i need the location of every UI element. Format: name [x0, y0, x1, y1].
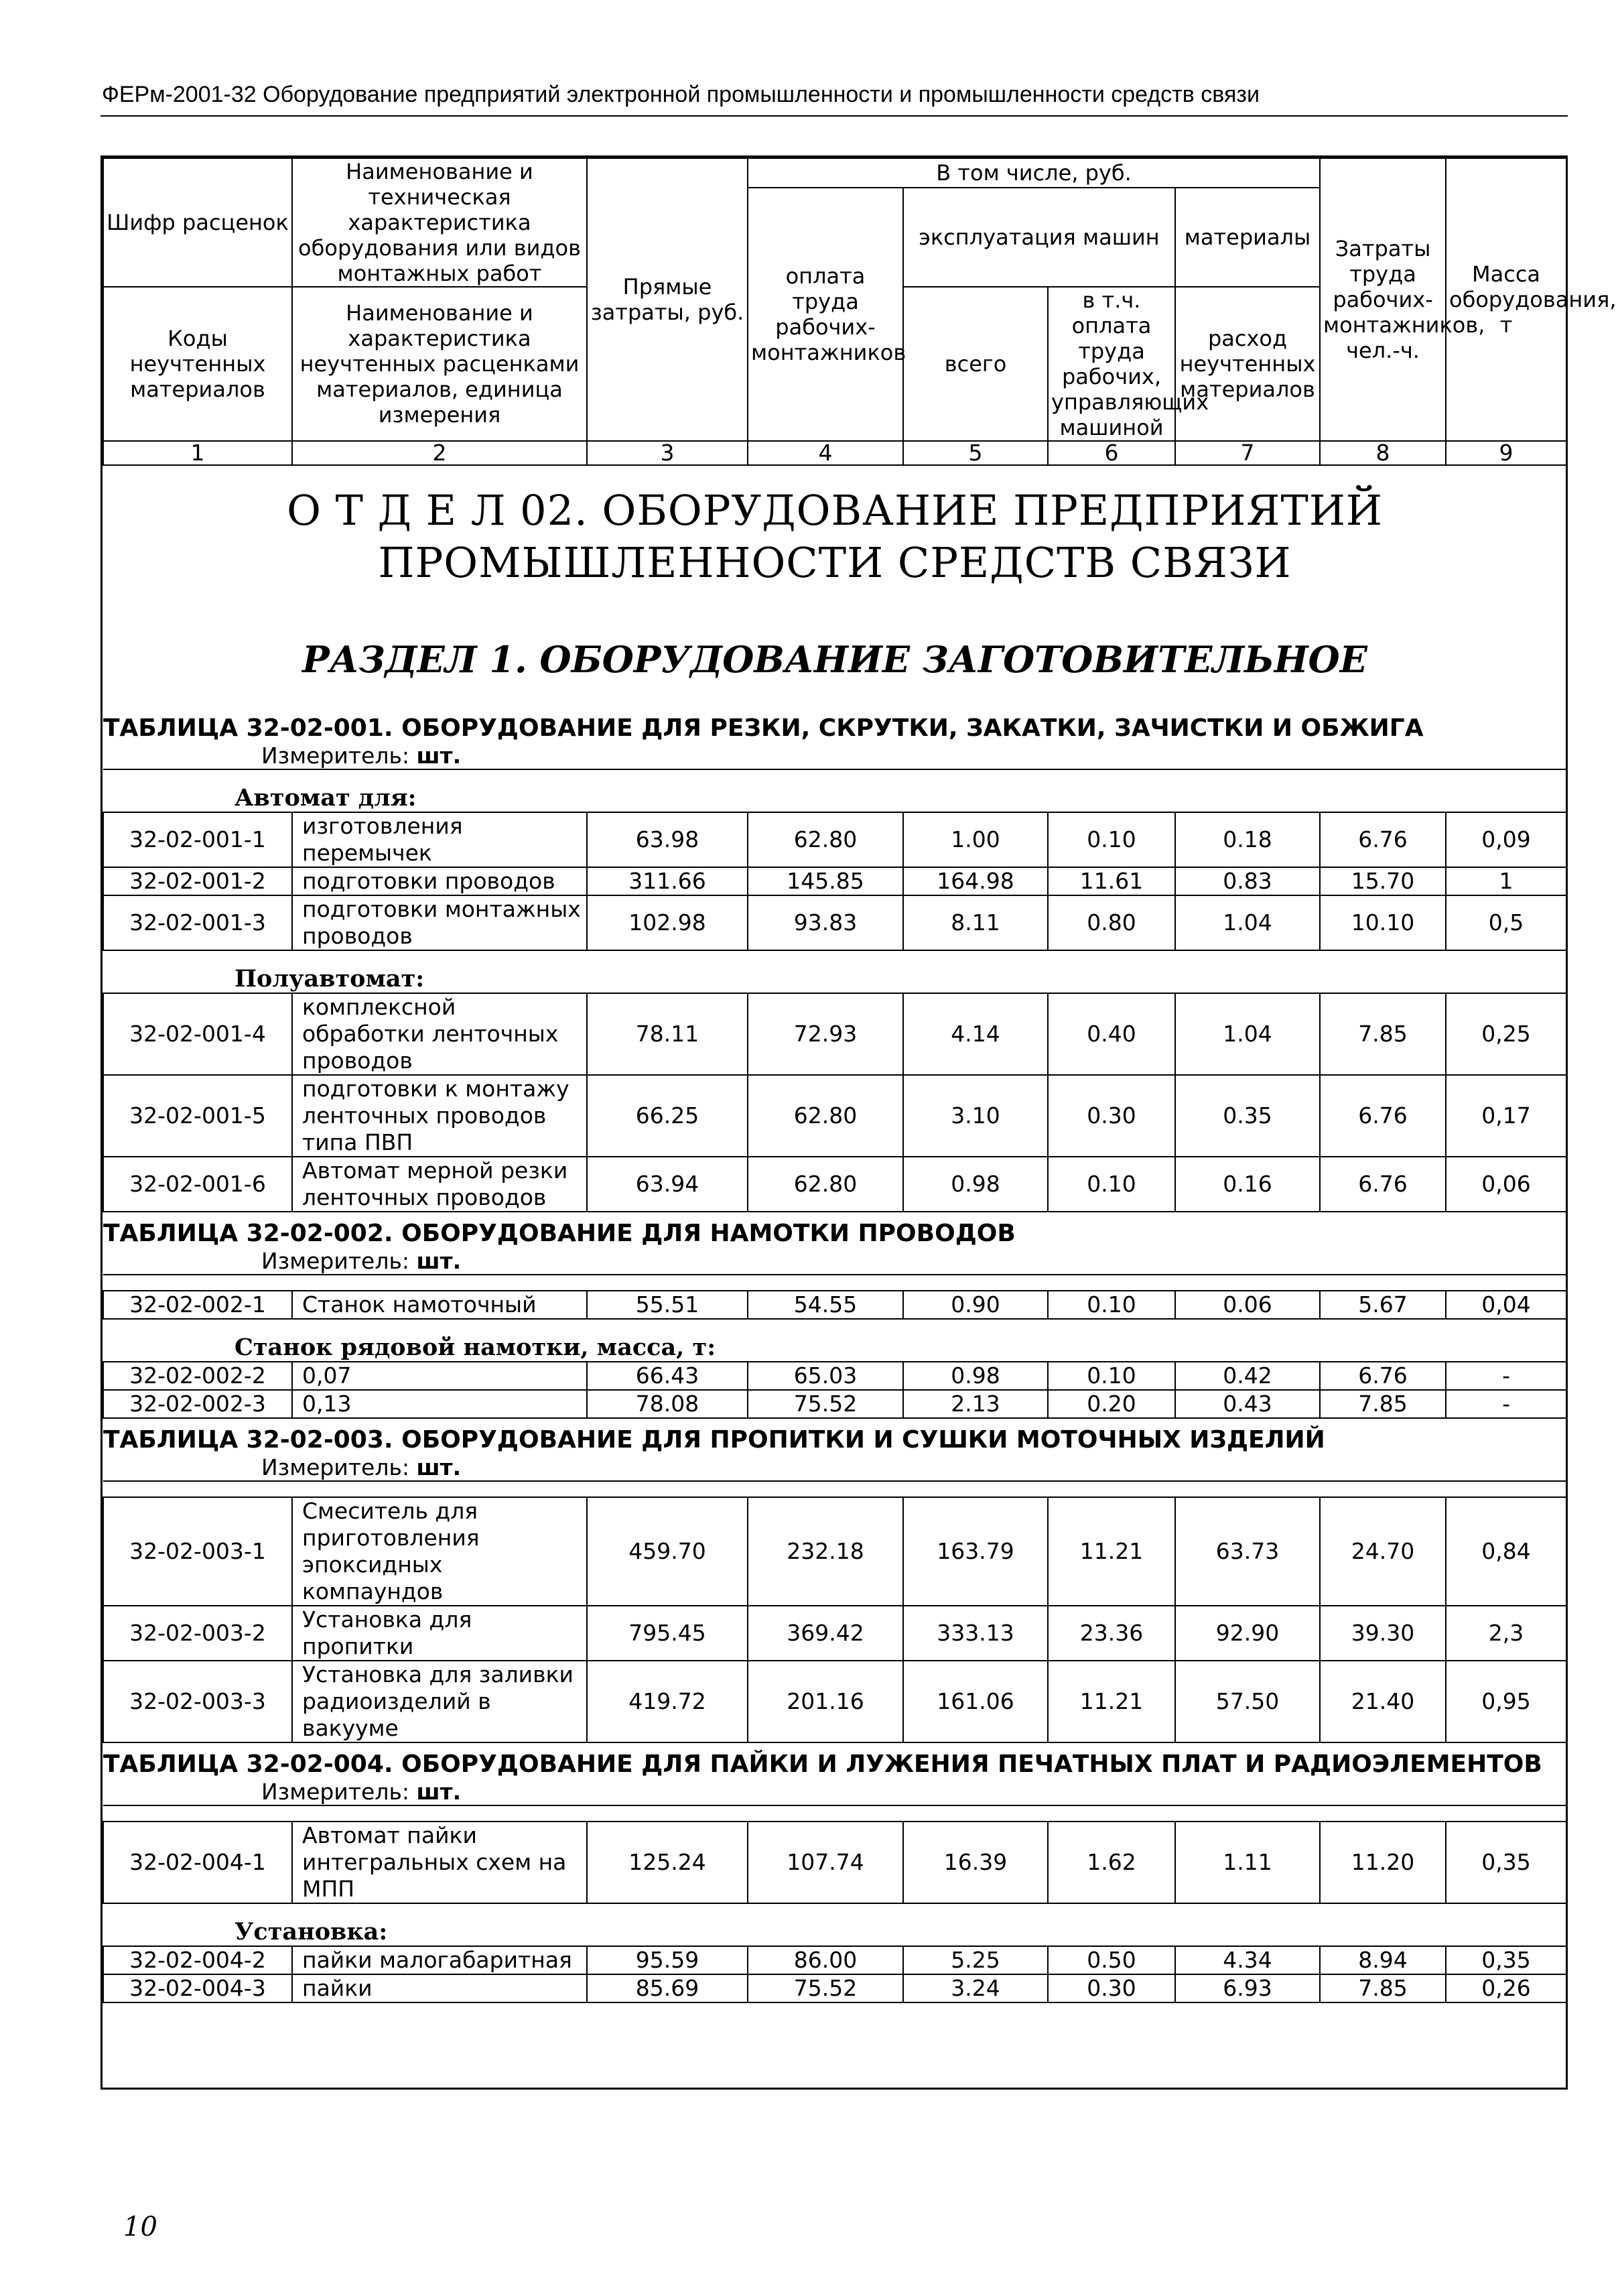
value-direct-costs: 125.24	[587, 1822, 748, 1903]
rate-name: подготовки монтажных проводов	[292, 895, 587, 950]
col-name-header: Наименование и техническая характеристика оборудования или видов монтажных работ	[292, 158, 587, 287]
table-row	[103, 1661, 1566, 1742]
table-row	[103, 1606, 1566, 1661]
rate-code: 32-02-001-4	[103, 993, 292, 1075]
value-worker-wages: 75.52	[748, 1974, 903, 2002]
col-material-names-header: Наименование и характеристика неучтенных расценками материалов, единица измерения	[292, 287, 587, 441]
value-direct-costs: 795.45	[587, 1606, 748, 1661]
subheading-row	[103, 1319, 1566, 1362]
value-machines-total: 164.98	[903, 867, 1048, 895]
value-labor-hours: 6.76	[1320, 812, 1446, 867]
value-machinist-wages: 1.62	[1048, 1822, 1175, 1903]
rate-name: 0,07	[292, 1362, 587, 1390]
header-rule	[100, 115, 1568, 117]
value-labor-hours: 6.76	[1320, 1157, 1446, 1212]
value-labor-hours: 11.20	[1320, 1822, 1446, 1903]
table-row	[103, 1075, 1566, 1157]
rate-code: 32-02-001-5	[103, 1075, 292, 1157]
value-machinist-wages: 0.10	[1048, 1362, 1175, 1390]
unit-value: шт.	[416, 1454, 462, 1480]
spacer	[103, 1805, 1566, 1822]
col-number: 8	[1320, 441, 1446, 465]
col-number: 7	[1175, 441, 1320, 465]
rate-name: Установка для пропитки	[292, 1606, 587, 1661]
value-materials: 0.16	[1175, 1157, 1320, 1212]
col-mass-header: Масса оборудования, т	[1446, 158, 1566, 441]
value-materials: 0.06	[1175, 1291, 1320, 1319]
value-direct-costs: 78.11	[587, 993, 748, 1075]
table-row	[103, 1822, 1566, 1903]
value-equipment-mass: 0,04	[1446, 1291, 1566, 1319]
value-direct-costs: 78.08	[587, 1390, 748, 1418]
value-machines-total: 333.13	[903, 1606, 1048, 1661]
rate-name: комплексной обработки ленточных проводов	[292, 993, 587, 1075]
value-direct-costs: 66.43	[587, 1362, 748, 1390]
table-title-row	[103, 1212, 1566, 1249]
value-materials: 0.42	[1175, 1362, 1320, 1390]
unit-cell	[103, 743, 1566, 769]
value-worker-wages: 62.80	[748, 812, 903, 867]
table-row	[103, 993, 1566, 1075]
value-materials: 63.73	[1175, 1497, 1320, 1606]
table-row	[103, 1157, 1566, 1212]
value-direct-costs: 63.98	[587, 812, 748, 867]
table-body	[103, 158, 1616, 2002]
value-labor-hours: 24.70	[1320, 1497, 1446, 1606]
table-row	[103, 1362, 1566, 1390]
value-machinist-wages: 0.10	[1048, 812, 1175, 867]
spacer	[103, 1481, 1566, 1497]
value-materials: 4.34	[1175, 1946, 1320, 1974]
price-table-sheet	[100, 155, 1616, 2090]
rate-name: пайки малогабаритная	[292, 1946, 587, 1974]
rate-code: 32-02-002-3	[103, 1390, 292, 1418]
value-direct-costs: 419.72	[587, 1661, 748, 1742]
value-worker-wages: 54.55	[748, 1291, 903, 1319]
value-machines-total: 0.90	[903, 1291, 1048, 1319]
rate-name: Установка для заливки радиоизделий в вакууме	[292, 1661, 587, 1742]
value-materials: 57.50	[1175, 1661, 1320, 1742]
value-machinist-wages: 11.61	[1048, 867, 1175, 895]
value-worker-wages: 62.80	[748, 1075, 903, 1157]
value-materials: 6.93	[1175, 1974, 1320, 2002]
rate-name: Автомат мерной резки ленточных проводов	[292, 1157, 587, 1212]
rate-name: 0,13	[292, 1390, 587, 1418]
col-group-header: В том числе, руб.	[748, 158, 1320, 188]
value-direct-costs: 95.59	[587, 1946, 748, 1974]
subheading: Полуавтомат:	[103, 950, 1566, 993]
value-equipment-mass: 1	[1446, 867, 1566, 895]
value-labor-hours: 7.85	[1320, 1974, 1446, 2002]
rate-code: 32-02-003-2	[103, 1606, 292, 1661]
col-number: 4	[748, 441, 903, 465]
rate-code: 32-02-001-3	[103, 895, 292, 950]
unit-value: шт.	[416, 1248, 462, 1274]
subheading-row	[103, 950, 1566, 993]
value-equipment-mass: -	[1446, 1390, 1566, 1418]
table-title: ТАБЛИЦА 32-02-003. ОБОРУДОВАНИЕ ДЛЯ ПРОПИТКИ И СУШКИ МОТОЧНЫХ ИЗДЕЛИЙ	[103, 1426, 1325, 1454]
value-machines-total: 3.10	[903, 1075, 1048, 1157]
value-machines-total: 1.00	[903, 812, 1048, 867]
value-materials: 0.83	[1175, 867, 1320, 895]
otdel-row	[103, 465, 1566, 589]
value-materials: 1.11	[1175, 1822, 1320, 1903]
subheading-row	[103, 769, 1566, 812]
value-machinist-wages: 0.30	[1048, 1075, 1175, 1157]
subheading: Автомат для:	[103, 769, 1566, 812]
value-machinist-wages: 0.40	[1048, 993, 1175, 1075]
razdel-row	[103, 589, 1566, 707]
value-direct-costs: 102.98	[587, 895, 748, 950]
rate-name: Смеситель для приготовления эпоксидных компаундов	[292, 1497, 587, 1606]
col-machines-header: эксплуатация машин	[903, 188, 1175, 287]
unit-row	[103, 1249, 1566, 1275]
value-labor-hours: 10.10	[1320, 895, 1446, 950]
rate-name: изготовления перемычек	[292, 812, 587, 867]
unit-value: шт.	[416, 1779, 462, 1805]
value-machines-total: 8.11	[903, 895, 1048, 950]
running-header: ФЕРм-2001-32 Оборудование предприятий электронной промышленности и промышленности средств связи	[102, 82, 1260, 107]
value-labor-hours: 21.40	[1320, 1661, 1446, 1742]
col-number: 2	[292, 441, 587, 465]
value-equipment-mass: 0,09	[1446, 812, 1566, 867]
col-labor-header: Затраты труда рабочих-монтажников, чел.-ч.	[1320, 158, 1446, 441]
rate-name: пайки	[292, 1974, 587, 2002]
col-machinist-wages-header: в т.ч. оплата труда рабочих, управляющих машиной	[1048, 287, 1175, 441]
value-worker-wages: 93.83	[748, 895, 903, 950]
value-materials: 0.18	[1175, 812, 1320, 867]
value-machinist-wages: 0.50	[1048, 1946, 1175, 1974]
razdel-heading: РАЗДЕЛ 1. ОБОРУДОВАНИЕ ЗАГОТОВИТЕЛЬНОЕ	[302, 638, 1367, 681]
spacer-row	[103, 1275, 1566, 1291]
unit-value: шт.	[416, 743, 462, 769]
unit-row	[103, 743, 1566, 769]
value-machines-total: 163.79	[903, 1497, 1048, 1606]
rate-code: 32-02-003-1	[103, 1497, 292, 1606]
column-header-row	[103, 158, 1566, 188]
value-materials: 92.90	[1175, 1606, 1320, 1661]
table-row	[103, 812, 1566, 867]
col-number: 1	[103, 441, 292, 465]
table-title: ТАБЛИЦА 32-02-004. ОБОРУДОВАНИЕ ДЛЯ ПАЙКИ И ЛУЖЕНИЯ ПЕЧАТНЫХ ПЛАТ И РАДИОЭЛЕМЕНТОВ	[103, 1750, 1542, 1778]
col-number: 9	[1446, 441, 1566, 465]
value-machinist-wages: 11.21	[1048, 1661, 1175, 1742]
value-labor-hours: 8.94	[1320, 1946, 1446, 1974]
value-materials: 0.43	[1175, 1390, 1320, 1418]
value-worker-wages: 75.52	[748, 1390, 903, 1418]
table-title-row	[103, 707, 1566, 743]
unit-label: Измеритель:	[261, 743, 417, 769]
value-equipment-mass: 0,35	[1446, 1822, 1566, 1903]
unit-row	[103, 1455, 1566, 1481]
col-number: 5	[903, 441, 1048, 465]
spacer-row	[103, 1481, 1566, 1497]
value-machines-total: 4.14	[903, 993, 1048, 1075]
subheading-row	[103, 1903, 1566, 1946]
rate-code: 32-02-001-6	[103, 1157, 292, 1212]
col-material-codes-header: Коды неучтенных материалов	[103, 287, 292, 441]
value-labor-hours: 6.76	[1320, 1362, 1446, 1390]
rate-code: 32-02-001-2	[103, 867, 292, 895]
value-worker-wages: 72.93	[748, 993, 903, 1075]
rate-name: Станок намоточный	[292, 1291, 587, 1319]
unit-cell	[103, 1455, 1566, 1481]
value-equipment-mass: 0,35	[1446, 1946, 1566, 1974]
value-labor-hours: 6.76	[1320, 1075, 1446, 1157]
value-direct-costs: 459.70	[587, 1497, 748, 1606]
rate-code: 32-02-002-1	[103, 1291, 292, 1319]
value-machines-total: 0.98	[903, 1362, 1048, 1390]
value-equipment-mass: 0,5	[1446, 895, 1566, 950]
value-equipment-mass: 0,06	[1446, 1157, 1566, 1212]
value-materials: 1.04	[1175, 895, 1320, 950]
spacer-row	[103, 1805, 1566, 1822]
value-worker-wages: 201.16	[748, 1661, 903, 1742]
value-labor-hours: 5.67	[1320, 1291, 1446, 1319]
column-number-row	[103, 441, 1566, 465]
unit-label: Измеритель:	[261, 1779, 417, 1805]
rate-code: 32-02-004-2	[103, 1946, 292, 1974]
value-machinist-wages: 0.10	[1048, 1291, 1175, 1319]
table-row	[103, 867, 1566, 895]
table-row	[103, 895, 1566, 950]
col-number: 6	[1048, 441, 1175, 465]
value-equipment-mass: 0,84	[1446, 1497, 1566, 1606]
rate-code: 32-02-004-1	[103, 1822, 292, 1903]
value-worker-wages: 145.85	[748, 867, 903, 895]
value-direct-costs: 63.94	[587, 1157, 748, 1212]
rate-code: 32-02-002-2	[103, 1362, 292, 1390]
value-worker-wages: 62.80	[748, 1157, 903, 1212]
rate-code: 32-02-001-1	[103, 812, 292, 867]
spacer	[103, 1275, 1566, 1291]
unit-row	[103, 1779, 1566, 1805]
value-equipment-mass: 0,26	[1446, 1974, 1566, 2002]
price-table	[103, 157, 1616, 2003]
otdel-heading: О Т Д Е Л 02. ОБОРУДОВАНИЕ ПРЕДПРИЯТИЙ ПРОМЫШЛЕННОСТИ СРЕДСТВ СВЯЗИ	[287, 486, 1383, 587]
table-row	[103, 1390, 1566, 1418]
value-worker-wages: 86.00	[748, 1946, 903, 1974]
rate-code: 32-02-003-3	[103, 1661, 292, 1742]
value-equipment-mass: 0,95	[1446, 1661, 1566, 1742]
value-machines-total: 3.24	[903, 1974, 1048, 2002]
value-worker-wages: 65.03	[748, 1362, 903, 1390]
value-direct-costs: 66.25	[587, 1075, 748, 1157]
subheading: Установка:	[103, 1903, 1566, 1946]
value-worker-wages: 232.18	[748, 1497, 903, 1606]
table-title-row	[103, 1742, 1566, 1779]
rate-code: 32-02-004-3	[103, 1974, 292, 2002]
col-wages-header: оплата труда рабочих-монтажников	[748, 188, 903, 441]
value-worker-wages: 369.42	[748, 1606, 903, 1661]
value-machines-total: 0.98	[903, 1157, 1048, 1212]
table-title: ТАБЛИЦА 32-02-002. ОБОРУДОВАНИЕ ДЛЯ НАМОТКИ ПРОВОДОВ	[103, 1220, 1016, 1247]
table-title: ТАБЛИЦА 32-02-001. ОБОРУДОВАНИЕ ДЛЯ РЕЗКИ, СКРУТКИ, ЗАКАТКИ, ЗАЧИСТКИ И ОБЖИГА	[103, 714, 1424, 742]
value-machines-total: 16.39	[903, 1822, 1048, 1903]
col-materials-header: материалы	[1175, 188, 1320, 287]
unit-cell	[103, 1779, 1566, 1805]
table-title-row	[103, 1418, 1566, 1455]
value-materials: 1.04	[1175, 993, 1320, 1075]
value-labor-hours: 15.70	[1320, 867, 1446, 895]
page-number: 10	[123, 2212, 157, 2242]
col-machines-total-header: всего	[903, 287, 1048, 441]
value-machines-total: 161.06	[903, 1661, 1048, 1742]
value-machinist-wages: 0.80	[1048, 895, 1175, 950]
value-labor-hours: 7.85	[1320, 993, 1446, 1075]
unit-label: Измеритель:	[261, 1248, 417, 1274]
rate-name: Автомат пайки интегральных схем на МПП	[292, 1822, 587, 1903]
value-equipment-mass: 2,3	[1446, 1606, 1566, 1661]
rate-name: подготовки к монтажу ленточных проводов типа ПВП	[292, 1075, 587, 1157]
value-direct-costs: 55.51	[587, 1291, 748, 1319]
table-row	[103, 1497, 1566, 1606]
table-row	[103, 1974, 1566, 2002]
value-direct-costs: 311.66	[587, 867, 748, 895]
value-equipment-mass: 0,17	[1446, 1075, 1566, 1157]
table-row	[103, 1291, 1566, 1319]
col-material-usage-header: расход неучтенных материалов	[1175, 287, 1320, 441]
unit-cell	[103, 1249, 1566, 1275]
unit-label: Измеритель:	[261, 1454, 417, 1480]
value-machinist-wages: 23.36	[1048, 1606, 1175, 1661]
value-labor-hours: 7.85	[1320, 1390, 1446, 1418]
value-direct-costs: 85.69	[587, 1974, 748, 2002]
value-machines-total: 5.25	[903, 1946, 1048, 1974]
value-worker-wages: 107.74	[748, 1822, 903, 1903]
value-equipment-mass: 0,25	[1446, 993, 1566, 1075]
value-machinist-wages: 0.30	[1048, 1974, 1175, 2002]
value-machines-total: 2.13	[903, 1390, 1048, 1418]
value-machinist-wages: 11.21	[1048, 1497, 1175, 1606]
table-row	[103, 1946, 1566, 1974]
subheading: Станок рядовой намотки, масса, т:	[103, 1319, 1566, 1362]
col-direct-costs-header: Прямые затраты, руб.	[587, 158, 748, 441]
rate-name: подготовки проводов	[292, 867, 587, 895]
col-number: 3	[587, 441, 748, 465]
col-code-header: Шифр расценок	[103, 158, 292, 287]
value-machinist-wages: 0.20	[1048, 1390, 1175, 1418]
value-materials: 0.35	[1175, 1075, 1320, 1157]
value-equipment-mass: -	[1446, 1362, 1566, 1390]
value-labor-hours: 39.30	[1320, 1606, 1446, 1661]
value-machinist-wages: 0.10	[1048, 1157, 1175, 1212]
